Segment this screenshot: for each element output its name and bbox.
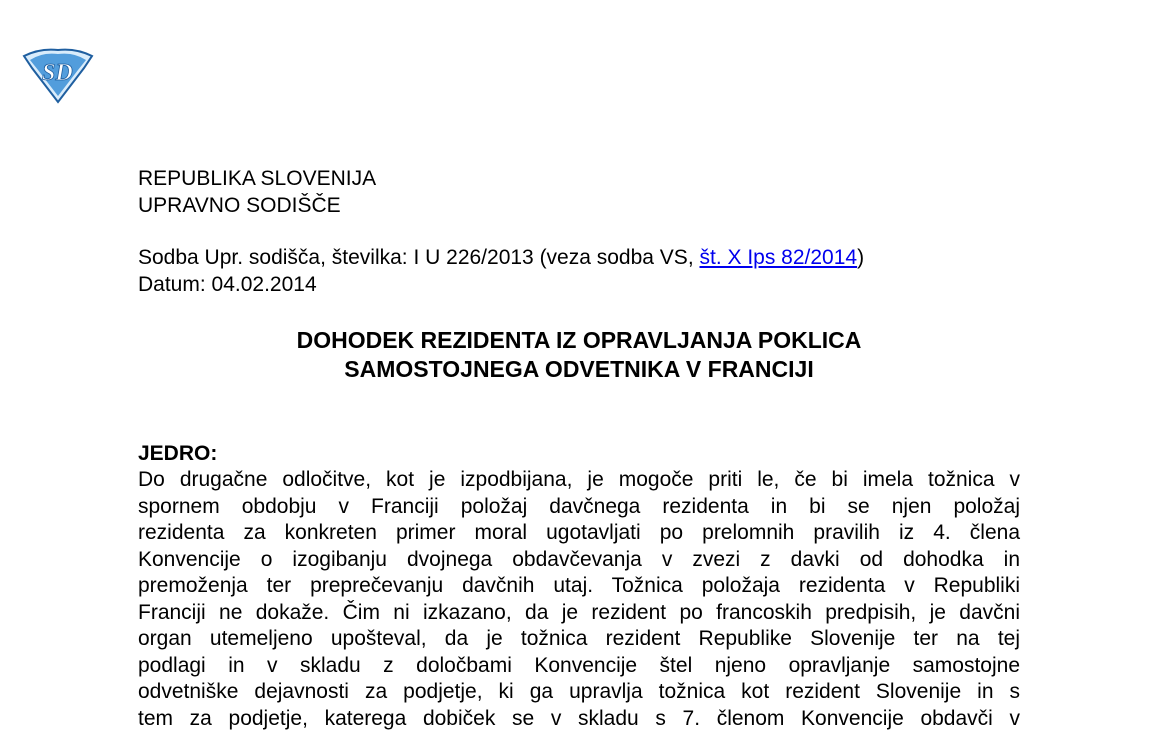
section-heading: JEDRO: <box>138 442 218 465</box>
judgment-reference-close: ) <box>857 246 865 269</box>
judgment-meta <box>138 244 864 298</box>
summary-line: Franciji ne dokaže. Čim ni izkazano, da je rezident po francoskih predpisih, je davčni <box>138 600 1020 624</box>
court-logo <box>20 46 96 104</box>
title-line-1: DOHODEK REZIDENTA IZ OPRAVLJANJA POKLICA <box>296 327 862 353</box>
document-title <box>138 326 1020 384</box>
summary-line: podlagi in v skladu z določbami Konvencije štel njeno opravljanje samostojne <box>138 653 1020 677</box>
summary-line: premoženja ter preprečevanju davčnih utaj. Tožnica položaja rezidenta v Republiki <box>138 574 1020 597</box>
summary-line: rezidenta za konkreten primer moral ugotavljati po prelomnih pravilih iz 4. člena <box>138 521 1020 544</box>
shield-logo-icon <box>20 46 96 104</box>
judgment-reference <box>138 244 864 271</box>
judgment-date: Datum: 04.02.2014 <box>138 273 317 296</box>
court-header <box>138 165 376 219</box>
summary-line: Do drugačne odločitve, kot je izpodbijana, je mogoče priti le, če bi imela tožnica v <box>138 468 1020 491</box>
summary-line: organ utemeljeno upošteval, da je tožnica rezident Republike Slovenije ter na tej <box>138 627 1020 650</box>
svg-text:SD: SD <box>42 60 73 86</box>
core-summary <box>138 467 1020 732</box>
summary-line: Konvencije o izogibanju dvojnega obdavčevanja v zvezi z davki od dohodka in <box>138 547 1020 571</box>
judgment-number: Sodba Upr. sodišča, številka: I U 226/2013 (veza sodba VS, <box>138 246 700 269</box>
summary-line: odvetniške dejavnosti za podjetje, ki ga upravlja tožnica kot rezident Slovenije in s <box>138 680 1020 703</box>
court-name: UPRAVNO SODIŠČE <box>138 194 341 217</box>
title-line-2: SAMOSTOJNEGA ODVETNIKA V FRANCIJI <box>344 356 814 382</box>
summary-line: spornem obdobju v Franciji položaj davčnega rezidenta in bi se njen položaj <box>138 494 1020 518</box>
republic-name: REPUBLIKA SLOVENIJA <box>138 167 377 190</box>
summary-line: tem za podjetje, katerega dobiček se v skladu s 7. členom Konvencije obdavči v <box>138 706 1020 730</box>
related-judgment-link[interactable]: št. X Ips 82/2014 <box>699 246 858 269</box>
